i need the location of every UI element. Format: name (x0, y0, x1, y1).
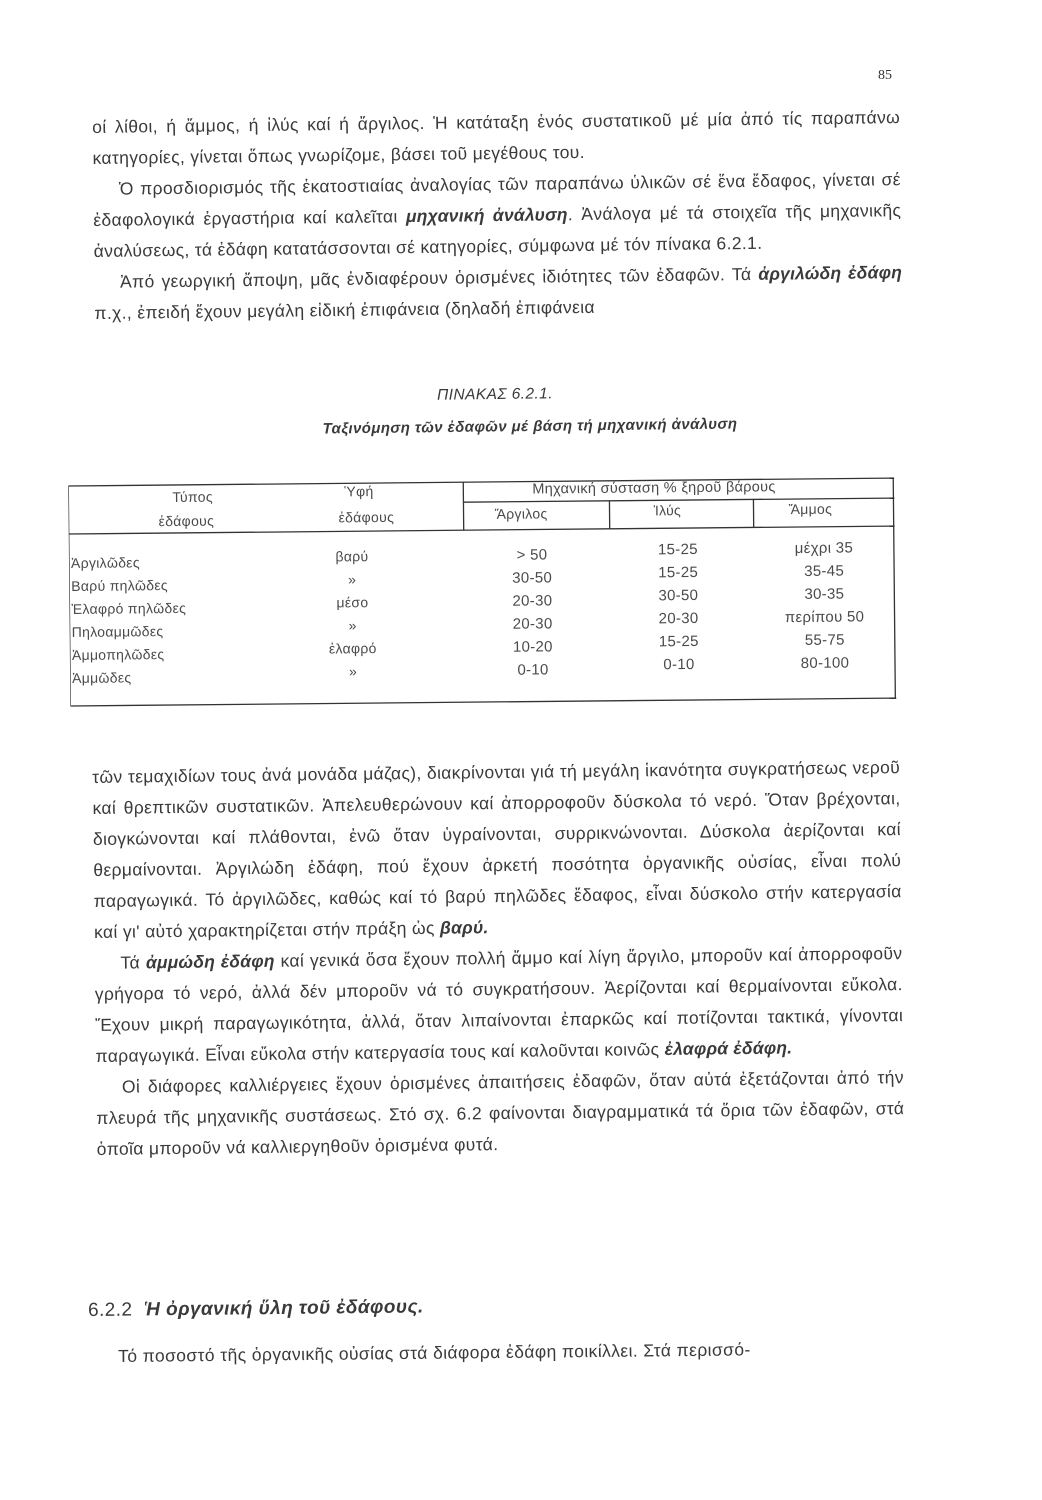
header-clay: Ἄργιλος (494, 505, 548, 522)
section-title: Ἡ ὀργανική ὕλη τοῦ ἐδάφους. (144, 1296, 424, 1321)
row-1-sand: μέχρι 35 (794, 539, 854, 558)
row-6-texture: » (348, 663, 358, 680)
row-2-sand: 35-45 (804, 562, 845, 580)
header-sand: Ἄμμος (788, 500, 833, 518)
row-6-clay: 0-10 (517, 661, 549, 679)
top-text-block (92, 102, 903, 329)
table-subtitle: Ταξινόμηση τῶν ἐδαφῶν μέ βάση τή μηχανική ἀνάλυση (322, 415, 738, 438)
row-3-texture: μέσο (336, 594, 369, 611)
header-silt: Ἰλύς (653, 502, 682, 519)
paragraph-2-text: Ὁ προσδιορισμός τῆς ἑκατοστιαίας ἀναλογίας τῶν παραπάνω ὑλικῶν σέ ἕνα ἔδαφος, γίνεται σέ ἐδαφολογικά ἐργαστήρια καί καλεῖται (93, 169, 902, 230)
section-first-line: Τό ποσοστό τῆς ὀργανικῆς οὐσίας στά διάφορα ἐδάφη ποικίλλει. Στά περισσό- (118, 1339, 751, 1366)
row-4-type: Πηλοαμμῶδες (71, 623, 164, 640)
header-texture-line1: Ὑφή (344, 483, 374, 500)
section-heading (88, 1296, 424, 1322)
row-6-silt: 0-10 (663, 655, 695, 674)
row-5-type: Ἀμμοπηλῶδες (71, 646, 165, 663)
header-type-line1: Τύπος (172, 488, 213, 505)
column-soil-type (71, 551, 187, 690)
row-6-sand: 80-100 (800, 654, 850, 672)
row-2-silt: 15-25 (658, 563, 699, 582)
paragraph-5 (94, 938, 903, 1072)
column-silt (635, 538, 722, 677)
paragraph-2-text-end: . Ἀνάλογα μέ τά στοιχεῖα τῆς μηχανικῆς ἀναλύσεως, τά ἐδάφη κατατάσσονται σέ κατηγορίες, σύμφωνα μέ τόν πίνακα 6.2.1. (93, 200, 902, 261)
header-texture-line2: ἐδάφους (338, 508, 395, 526)
row-2-type: Βαρύ πηλῶδες (71, 577, 169, 594)
paragraph-3-text-end: π.χ., ἐπειδή ἔχουν μεγάλη εἰδική ἐπιφάνεια (δηλαδή ἐπιφάνεια (94, 296, 596, 323)
row-5-silt: 15-25 (658, 632, 699, 651)
row-3-sand: 30-35 (804, 585, 845, 603)
row-4-clay: 20-30 (512, 615, 553, 633)
row-3-clay: 20-30 (512, 592, 553, 610)
row-3-type: Ἐλαφρό πηλῶδες (71, 599, 187, 617)
paragraph-3 (94, 257, 903, 329)
paragraph-2 (93, 164, 902, 267)
term-heavy: βαρύ. (439, 917, 489, 938)
column-texture (307, 545, 398, 684)
paragraph-5-text: καί γενικά ὅσα ἔχουν πολλή ἄμμο καί λίγη ἄργιλο, μποροῦν καί ἀπορροφοῦν γρήγορα τό νερό, ἀλλά δέν μποροῦν νά τό συγκρατήσουν. Ἀερίζονται καί θερμαίνονται εὔκολα. Ἔχουν μικρή παραγωγικότητα, ἀλλά, ὅταν λιπαίνονται ἐπαρκῶς καί ποτίζονται τακτικά, γίνονται παραγωγικά. Εἶναι εὔκολα στήν κατεργασία τους καί καλοῦνται κοινῶς (94, 943, 904, 1066)
page-number: 85 (878, 68, 892, 83)
row-5-sand: 55-75 (804, 631, 845, 649)
row-1-clay: > 50 (516, 546, 548, 564)
term-sandy-soils: ἀμμώδη ἐδάφη (145, 950, 275, 973)
row-4-sand: περίπου 50 (784, 608, 865, 627)
paragraph-5-start: Τά (120, 952, 147, 973)
row-1-silt: 15-25 (657, 540, 698, 559)
header-composition: Μηχανική σύσταση % ξηροῦ βάρους (532, 479, 776, 498)
row-6-type: Ἀμμῶδες (72, 669, 132, 686)
row-5-texture: ἐλαφρό (328, 640, 377, 657)
paragraph-4 (92, 752, 902, 948)
paragraph-4-text: τῶν τεμαχιδίων τους ἀνά μονάδα μάζας), διακρίνονται γιά τή μεγάλη ἱκανότητα συγκρατήσεως νεροῦ καί θρεπτικῶν συστατικῶν. Ἀπελευθερώνουν καί ἀπορροφοῦν δύσκολα τό νερό. Ὅταν βρέχονται, διογκώνονται καί πλάθονται, ἐνῶ ὅταν ὑγραίνονται, συρρικνώνονται. Δύσκολα ἀερίζονται καί θερμαίνονται. Ἀργιλώδη ἐδάφη, πού ἔχουν ἀρκετή ποσότητα ὀργανικῆς οὐσίας, εἶναι πολύ παραγωγικά. Τό ἀργιλῶδες, καθώς καί τό βαρύ πηλῶδες ἔδαφος, εἶναι δύσκολο στήν κατεργασία καί γι' αὐτό χαρακτηρίζεται στήν πράξη ὡς (92, 757, 902, 942)
row-4-texture: » (348, 617, 357, 634)
section-number: 6.2.2 (88, 1299, 133, 1321)
column-sand (769, 536, 880, 675)
row-2-texture: » (348, 571, 357, 588)
row-2-clay: 30-50 (512, 569, 553, 587)
term-clay-soils: ἀργιλώδη ἐδάφη (758, 262, 903, 284)
header-type-line2: ἐδάφους (158, 512, 215, 530)
row-4-silt: 20-30 (658, 609, 699, 628)
table-title: ΠΙΝΑΚΑΣ 6.2.1. (437, 385, 553, 404)
row-5-clay: 10-20 (512, 638, 553, 656)
term-light-soils: ἐλαφρά ἐδάφη. (664, 1037, 793, 1060)
paragraph-6: Οἱ διάφορες καλλιέργειες ἔχουν ὁρισμένες ἀπαιτήσεις ἐδαφῶν, ὅταν αὐτά ἐξετάζονται ἀπό τήν πλευρά τῆς μηχανικῆς συστάσεως. Στό σχ. 6.2 φαίνονται διαγραμματικά τά ὅρια τῶν ἐδαφῶν, στά ὁποῖα μποροῦν νά καλλιεργηθοῦν ὁρισμένα φυτά. (96, 1067, 905, 1159)
soil-classification-table (68, 450, 896, 708)
term-mechanical-analysis: μηχανική ἀνάλυση (405, 204, 568, 227)
paragraph-1: οί λίθοι, ή ἄμμος, ή ἰλύς καί ή ἄργιλος. Ἡ κατάταξη ἑνός συστατικοῦ μέ μία ἀπό τίς παραπάνω κατηγορίες, γίνεται ὅπως γνωρίζομε, βάσει τοῦ μεγέθους του. (92, 107, 901, 168)
bottom-text-block (92, 752, 905, 1165)
row-1-type: Ἀργιλῶδες (70, 554, 140, 571)
row-3-silt: 30-50 (658, 586, 699, 605)
row-1-texture: βαρύ (335, 548, 369, 565)
paragraph-3-text: Ἀπό γεωργική ἄποψη, μᾶς ἐνδιαφέρουν ὁρισμένες ἰδιότητες τῶν ἐδαφῶν. Τά (119, 263, 759, 292)
column-clay (489, 543, 576, 682)
